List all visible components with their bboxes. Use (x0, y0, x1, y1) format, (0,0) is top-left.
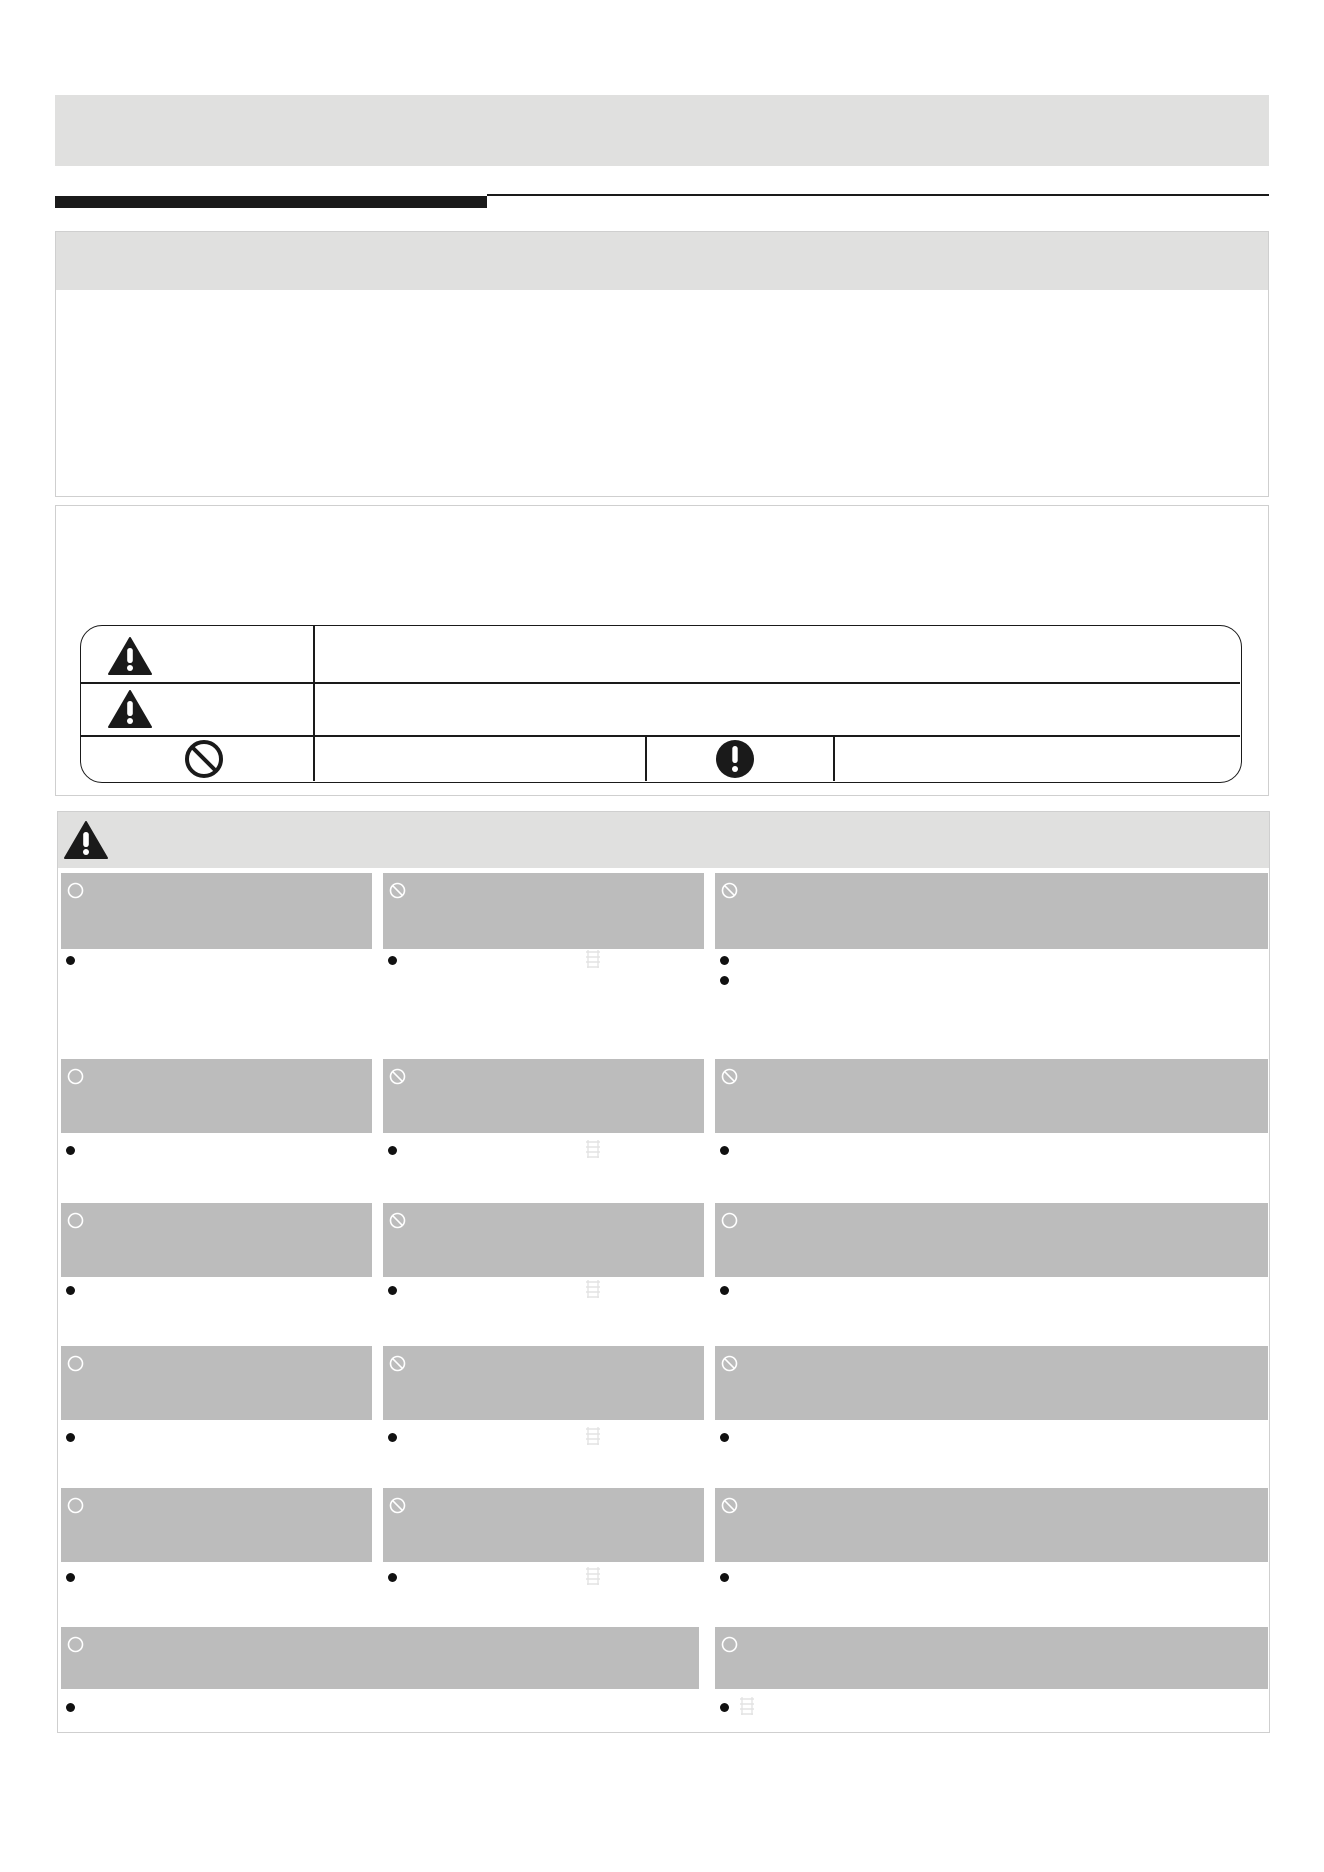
faint-glyph-icon (583, 1278, 603, 1300)
mandatory-icon (67, 1068, 84, 1085)
mandatory-icon (67, 1355, 84, 1372)
section-rule-thick (55, 196, 487, 208)
bullet-dot-icon (66, 1146, 75, 1155)
warning-triangle-icon (63, 819, 109, 861)
bullet-dot-icon (66, 1433, 75, 1442)
caution-triangle-icon (107, 689, 153, 729)
bullet-dot-icon (388, 956, 397, 965)
bullet-dot-icon (720, 1433, 729, 1442)
legend-col-divider (833, 735, 835, 781)
warning-card-header (383, 1059, 704, 1133)
prohibited-icon (721, 882, 738, 899)
mandatory-icon (714, 738, 756, 780)
prohibited-icon (721, 1068, 738, 1085)
mandatory-icon (67, 1497, 84, 1514)
legend-col-divider (313, 626, 315, 781)
warning-triangle-icon (107, 636, 153, 676)
warning-card-header (715, 1346, 1268, 1420)
bullet-dot-icon (66, 1286, 75, 1295)
bullet-dot-icon (720, 1286, 729, 1295)
mandatory-icon (67, 1212, 84, 1229)
prohibited-icon (389, 882, 406, 899)
warning-card-header (383, 1203, 704, 1277)
prohibited-icon (389, 1212, 406, 1229)
bullet-dot-icon (720, 1573, 729, 1582)
bullet-dot-icon (720, 1703, 729, 1712)
bullet-dot-icon (720, 976, 729, 985)
bullet-dot-icon (66, 1703, 75, 1712)
warning-card-header (383, 1488, 704, 1562)
warning-card-header (61, 1346, 372, 1420)
warning-card-header (715, 1059, 1268, 1133)
bullet-dot-icon (720, 1146, 729, 1155)
prohibited-icon (183, 738, 225, 780)
legend-row-divider (81, 682, 1240, 684)
bullet-dot-icon (388, 1573, 397, 1582)
warning-card-header (715, 1488, 1268, 1562)
intro-heading-band (56, 232, 1268, 290)
warning-card-header (383, 1346, 704, 1420)
warning-card-header (715, 873, 1268, 949)
bullet-dot-icon (66, 956, 75, 965)
faint-glyph-icon (583, 1425, 603, 1447)
warning-card-header (715, 1203, 1268, 1277)
prohibited-icon (721, 1355, 738, 1372)
bullet-dot-icon (388, 1433, 397, 1442)
warning-card-header (61, 1627, 699, 1689)
mandatory-icon (67, 882, 84, 899)
legend-col-divider (645, 735, 647, 781)
warning-card-header (383, 873, 704, 949)
warning-card-header (61, 1059, 372, 1133)
bullet-dot-icon (66, 1573, 75, 1582)
legend-table (80, 625, 1242, 783)
section-rule-thin (487, 194, 1269, 196)
faint-glyph-icon (737, 1695, 757, 1717)
prohibited-icon (389, 1068, 406, 1085)
legend-row-divider (81, 735, 1240, 737)
page-header-bar (55, 95, 1269, 166)
bullet-dot-icon (388, 1146, 397, 1155)
mandatory-icon (721, 1212, 738, 1229)
prohibited-icon (389, 1355, 406, 1372)
prohibited-icon (721, 1497, 738, 1514)
warning-card-header (61, 1203, 372, 1277)
bullet-dot-icon (388, 1286, 397, 1295)
prohibited-icon (389, 1497, 406, 1514)
bullet-dot-icon (720, 956, 729, 965)
faint-glyph-icon (583, 948, 603, 970)
warning-card-header (715, 1627, 1268, 1689)
mandatory-icon (721, 1636, 738, 1653)
warning-card-header (61, 1488, 372, 1562)
mandatory-icon (67, 1636, 84, 1653)
faint-glyph-icon (583, 1138, 603, 1160)
warning-card-header (61, 873, 372, 949)
faint-glyph-icon (583, 1565, 603, 1587)
warnings-heading-band (58, 812, 1269, 868)
